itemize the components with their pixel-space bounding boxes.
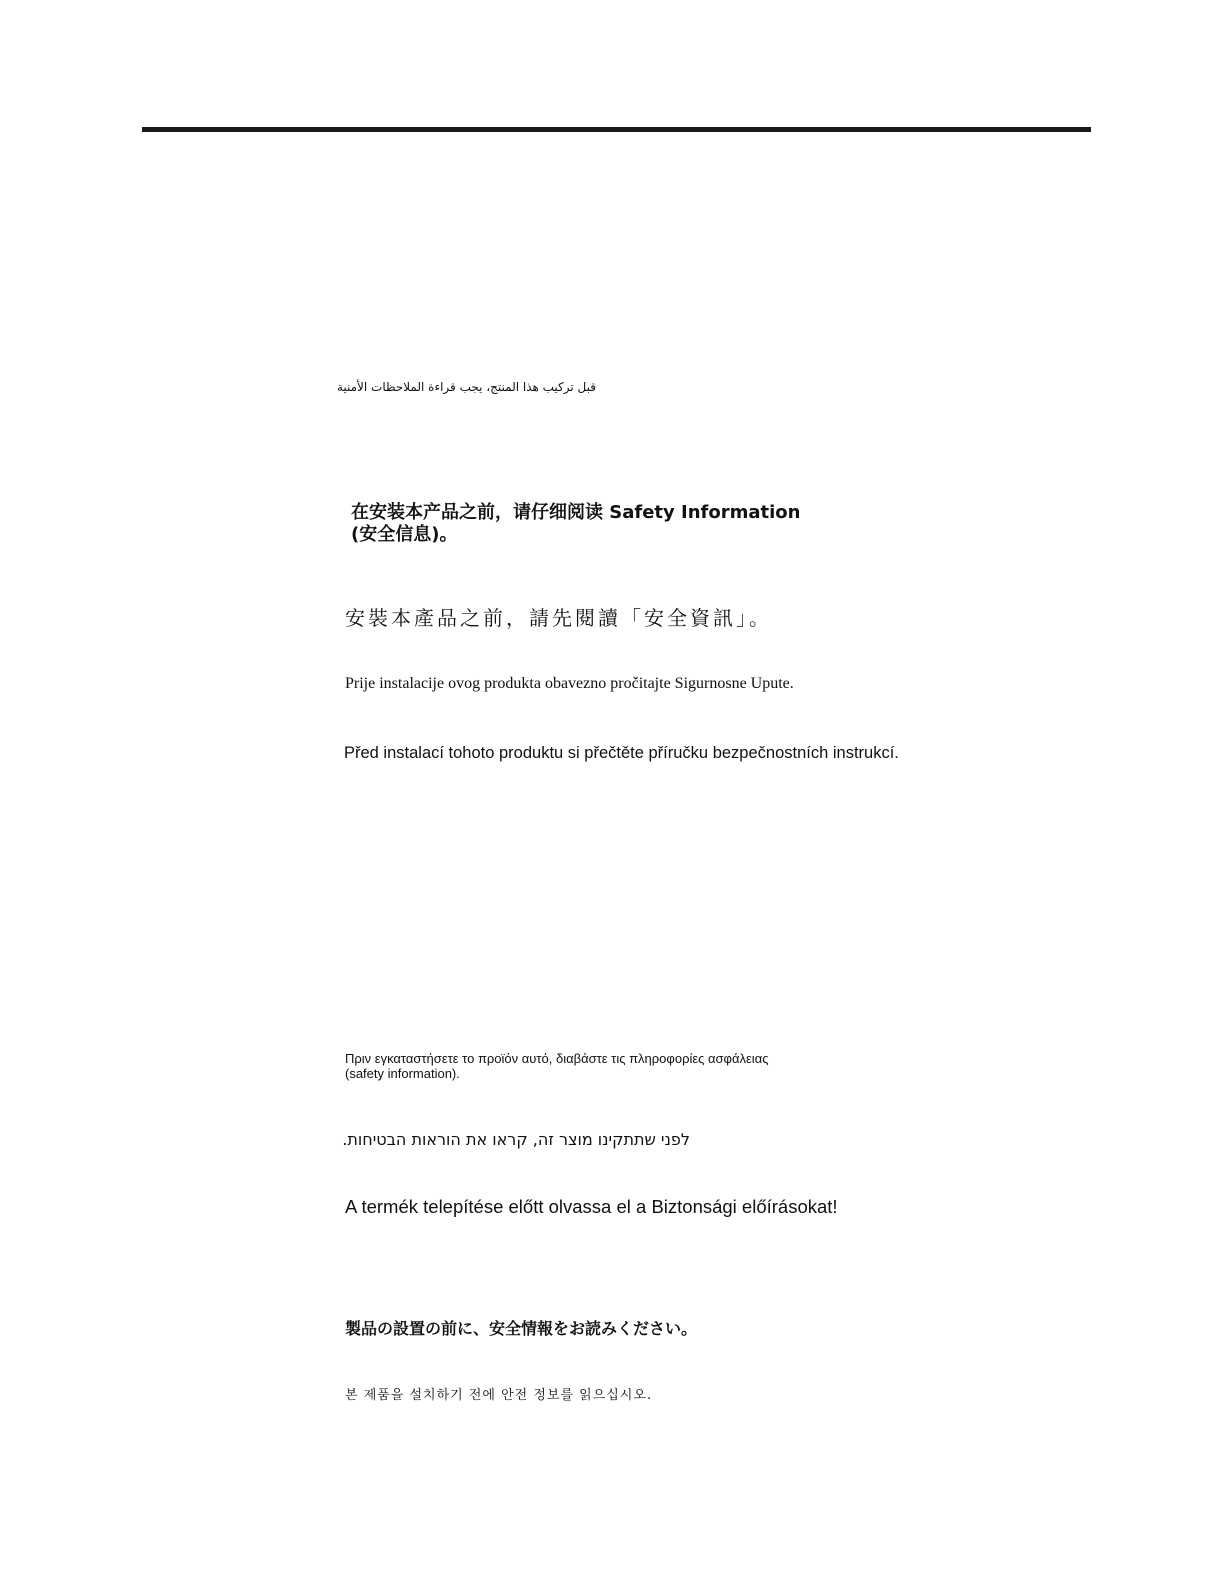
safety-notice-korean: 본 제품을 설치하기 전에 안전 정보를 읽으십시오.: [345, 1388, 653, 1403]
safety-notice-greek: [345, 1051, 768, 1081]
top-horizontal-rule: [142, 127, 1091, 132]
safety-notice-hebrew: לפני שתתקינו מוצר זה, קראו את הוראות הבטיחות.: [342, 1130, 690, 1149]
safety-notice-chinese-simplified-line1: 在安装本产品之前，请仔细阅读 Safety Information: [351, 502, 801, 523]
safety-notice-arabic: قبل تركيب هذا المنتج، يجب قراءة الملاحظات الأمنية: [336, 380, 596, 394]
safety-notice-chinese-traditional: 安裝本產品之前，請先閱讀「安全資訊」。: [345, 606, 772, 630]
safety-notice-chinese-simplified: [351, 502, 800, 546]
safety-notice-czech: Před instalací tohoto produktu si přečtěte příručku bezpečnostních instrukcí.: [344, 744, 899, 762]
safety-notice-japanese: 製品の設置の前に、安全情報をお読みください。: [345, 1319, 698, 1338]
safety-notice-greek-line2: (safety information).: [345, 1066, 460, 1081]
safety-notice-greek-line1: Πριν εγκαταστήσετε το προϊόν αυτό, διαβάστε τις πληροφορίες ασφάλειας: [345, 1051, 769, 1066]
safety-notice-croatian: Prije instalacije ovog produkta obavezno pročitajte Sigurnosne Upute.: [345, 675, 794, 692]
safety-notice-hungarian: A termék telepítése előtt olvassa el a Biztonsági előírásokat!: [345, 1196, 838, 1217]
safety-notice-chinese-simplified-line2: (安全信息)。: [351, 524, 458, 545]
